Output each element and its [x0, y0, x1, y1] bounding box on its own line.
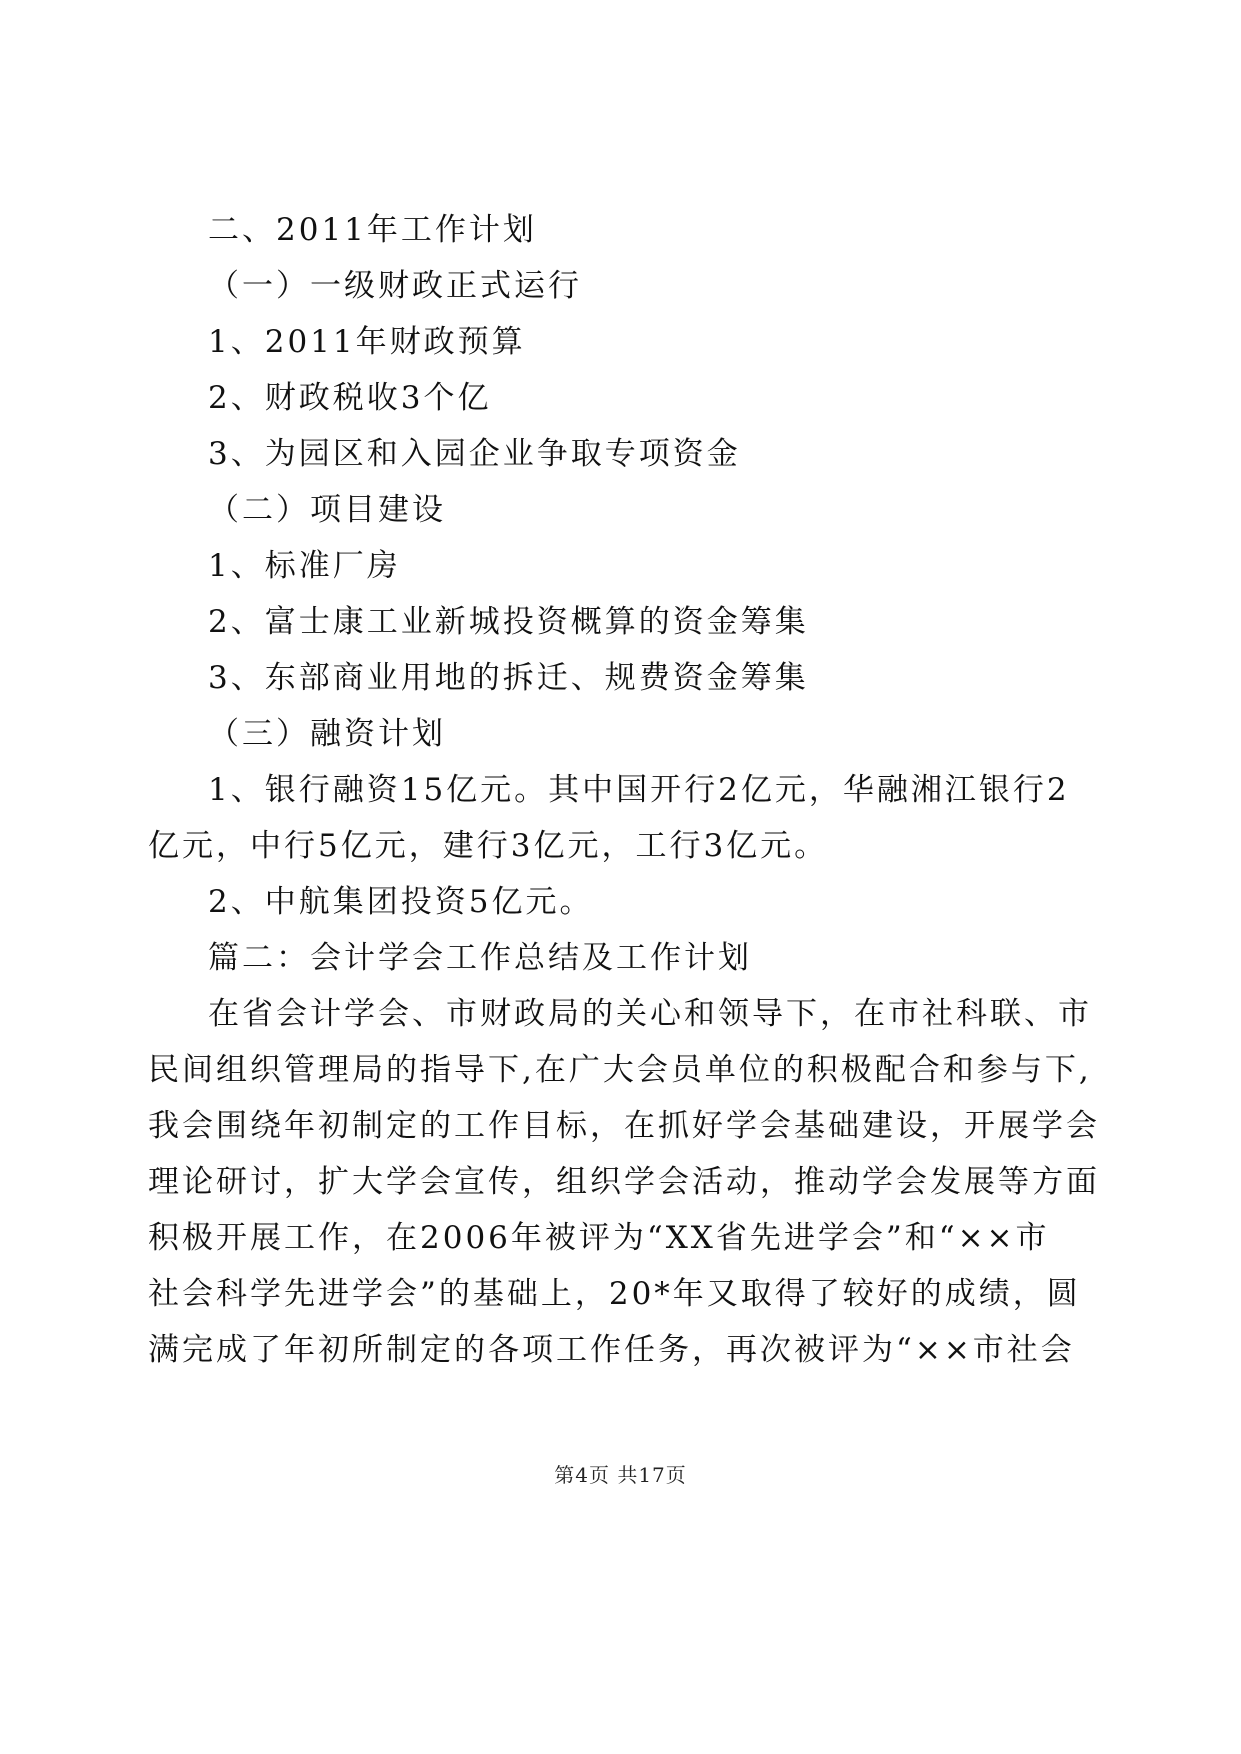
paragraph-line: 我会围绕年初制定的工作目标，在抓好学会基础建设，开展学会 [148, 1108, 1100, 1144]
list-item-continuation: 亿元，中行5亿元，建行3亿元，工行3亿元。 [148, 828, 829, 864]
list-item: 1、银行融资15亿元。其中国开行2亿元，华融湘江银行2 [208, 772, 1070, 808]
section-heading: 篇二：会计学会工作总结及工作计划 [208, 940, 752, 976]
paragraph-line: 社会科学先进学会”的基础上，20*年又取得了较好的成绩，圆 [148, 1276, 1081, 1312]
paragraph-line: 积极开展工作，在2006年被评为“XX省先进学会”和“××市 [148, 1220, 1050, 1256]
subsection-heading: （三）融资计划 [208, 716, 446, 752]
paragraph-line: 民间组织管理局的指导下,在广大会员单位的积极配合和参与下, [148, 1052, 1092, 1088]
list-item: 2、富士康工业新城投资概算的资金筹集 [208, 604, 809, 640]
paragraph-line: 在省会计学会、市财政局的关心和领导下，在市社科联、市 [208, 996, 1092, 1032]
list-item: 1、标准厂房 [208, 548, 401, 584]
page-footer: 第4页 共17页 [554, 1463, 687, 1487]
list-item: 2、中航集团投资5亿元。 [208, 884, 594, 920]
subsection-heading: （二）项目建设 [208, 492, 446, 528]
list-item: 3、东部商业用地的拆迁、规费资金筹集 [208, 660, 809, 696]
paragraph-line: 理论研讨，扩大学会宣传，组织学会活动，推动学会发展等方面 [148, 1164, 1100, 1200]
subsection-heading: （一）一级财政正式运行 [208, 268, 582, 304]
section-heading: 二、2011年工作计划 [208, 212, 537, 248]
paragraph-line: 满完成了年初所制定的各项工作任务，再次被评为“××市社会 [148, 1332, 1075, 1368]
list-item: 3、为园区和入园企业争取专项资金 [208, 436, 741, 472]
list-item: 1、2011年财政预算 [208, 324, 526, 360]
list-item: 2、财政税收3个亿 [208, 380, 492, 416]
